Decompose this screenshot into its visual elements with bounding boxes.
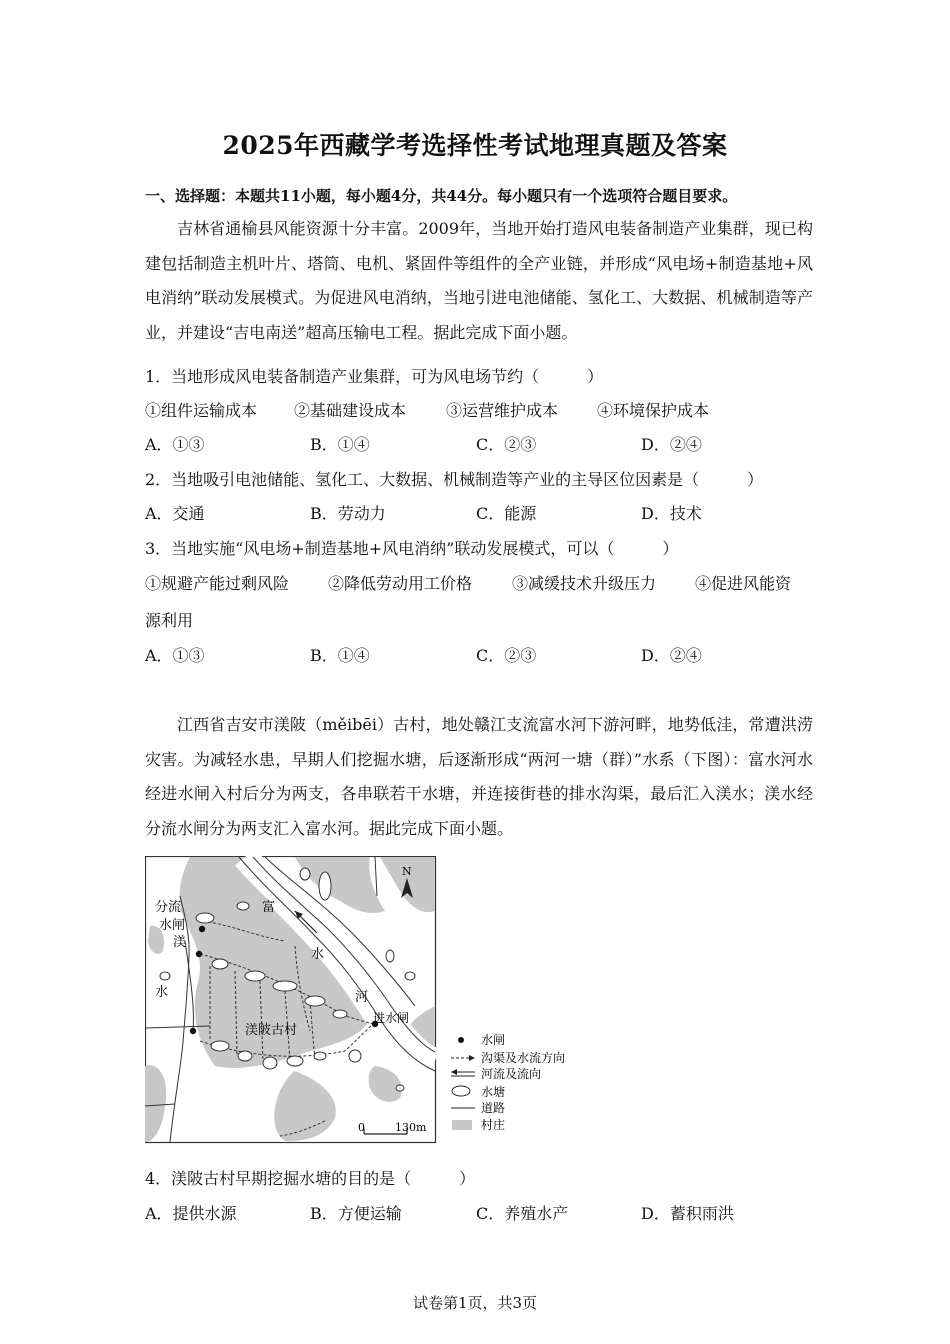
- q4-option-a: A．提供水源: [145, 1204, 237, 1223]
- map-figure: [145, 856, 575, 1146]
- q3-item-4-wrap: 源利用: [145, 611, 194, 630]
- legend-item-canal: 沟渠及水流方向: [481, 1051, 566, 1065]
- q3-option-b: B．①④: [310, 646, 370, 665]
- legend-item-gate: 水闸: [481, 1033, 506, 1047]
- q1-item-4: ④环境保护成本: [597, 401, 710, 420]
- scale-length: 130m: [395, 1121, 427, 1134]
- q1-item-2: ②基础建设成本: [294, 401, 407, 420]
- passage-1: 吉林省通榆县风能资源十分丰富。2009年，当地开始打造风电装备制造产业集群，现已构建包括制造主机叶片、塔筒、电机、紧固件等组件的全产业链，并形成“风电场+制造基地+风电消纳”联动发展模式。为促进风电消纳，当地引进电池储能、氢化工、大数据、机械制造等产业，并建设“吉电南送”超高压输电工程。据此完成下面小题。: [145, 219, 813, 343]
- q1-option-a: A．①③: [145, 435, 205, 454]
- q3-item-2: ②降低劳动用工价格: [328, 574, 473, 593]
- map-label-fenliu: 分流: [155, 900, 182, 915]
- q1-option-d: D．②④: [641, 435, 702, 454]
- q3-item-1: ①规避产能过剩风险: [145, 574, 290, 593]
- question-1-stem: 1．当地形成风电装备制造产业集群，可为风电场节约（ ）: [145, 367, 604, 386]
- map-label-he: 河: [355, 990, 369, 1005]
- map-legend: [451, 1032, 565, 1132]
- section-header: 一、选择题：本题共11小题，每小题4分，共44分。每小题只有一个选项符合题目要求。: [145, 187, 738, 205]
- scale-zero: 0: [358, 1121, 365, 1134]
- map-label-shui-right: 水: [311, 947, 325, 962]
- legend-gate-icon: [458, 1037, 464, 1043]
- q3-option-a: A．①③: [145, 646, 205, 665]
- q2-option-b: B．劳动力: [310, 504, 386, 523]
- q2-option-d: D．技术: [641, 504, 702, 523]
- map-label-village: 渼陂古村: [245, 1023, 298, 1038]
- legend-village-icon: [452, 1120, 472, 1130]
- question-2-stem: 2．当地吸引电池储能、氢化工、大数据、机械制造等产业的主导区位因素是（ ）: [145, 470, 764, 489]
- q1-option-b: B．①④: [310, 435, 370, 454]
- q4-option-c: C．养殖水产: [476, 1204, 569, 1223]
- legend-river-icon: [451, 1069, 457, 1075]
- q4-option-b: B．方便运输: [310, 1204, 402, 1223]
- question-4-stem: 4．渼陂古村早期挖掘水塘的目的是（ ）: [145, 1169, 476, 1188]
- map-label-shuizha: 水闸: [159, 918, 186, 933]
- legend-canal-icon: [469, 1055, 475, 1061]
- q1-item-1: ①组件运输成本: [145, 401, 258, 420]
- q1-item-3: ③运营维护成本: [446, 401, 559, 420]
- legend-item-pond: 水塘: [481, 1085, 506, 1099]
- q2-option-c: C．能源: [476, 504, 537, 523]
- q3-option-d: D．②④: [641, 646, 702, 665]
- q3-option-c: C．②③: [476, 646, 537, 665]
- map-label-shui-left: 水: [155, 985, 169, 1000]
- q3-item-4: ④促进风能资: [695, 574, 792, 593]
- page-footer: 试卷第1页，共3页: [412, 1294, 538, 1312]
- page-title: 2025年西藏学考选择性考试地理真题及答案: [222, 131, 728, 160]
- q2-option-a: A．交通: [145, 504, 205, 523]
- q3-item-3: ③减缓技术升级压力: [512, 574, 657, 593]
- map-label-mei: 渼: [173, 935, 187, 950]
- q4-option-d: D．蓄积雨洪: [641, 1204, 734, 1223]
- question-3-stem: 3．当地实施“风电场+制造基地+风电消纳”联动发展模式，可以（ ）: [145, 539, 679, 558]
- q1-option-c: C．②③: [476, 435, 537, 454]
- map-north-label: N: [402, 865, 412, 878]
- map-label-jinshuizha: 进水闸: [373, 1011, 410, 1025]
- legend-pond-icon: [452, 1086, 470, 1096]
- passage-2: 江西省吉安市渼陂（měibēi）古村，地处赣江支流富水河下游河畔，地势低洼，常遭洪涝灾害。为减轻水患，早期人们挖掘水塘，后逐渐形成“两河一塘（群）”水系（下图）：富水河水经进水闸入村后分为两支，各串联若干水塘，并连接街巷的排水沟渠，最后汇入渼水；渼水经分流水闸分为两支汇入富水河。据此完成下面小题。: [145, 715, 813, 839]
- legend-item-road: 道路: [481, 1101, 506, 1115]
- legend-item-village: 村庄: [481, 1118, 506, 1132]
- map-label-fu: 富: [262, 900, 276, 915]
- legend-item-river: 河流及流向: [481, 1067, 542, 1081]
